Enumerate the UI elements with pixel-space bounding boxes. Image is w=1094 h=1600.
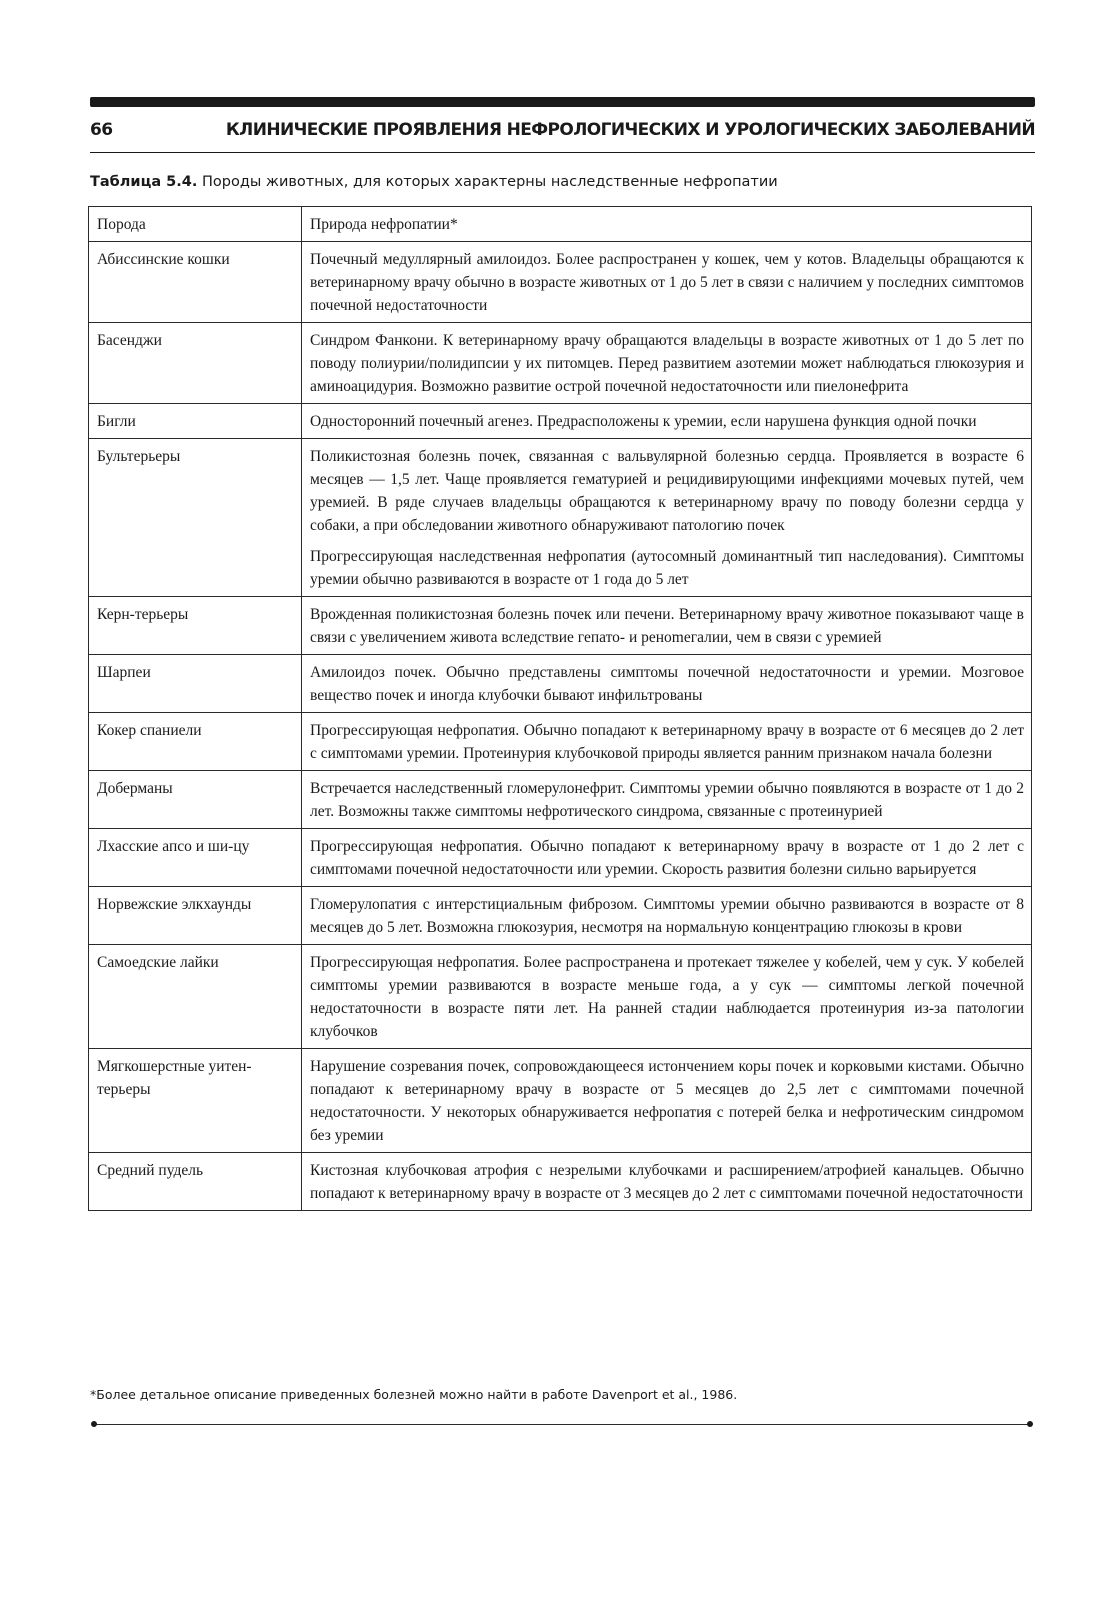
table-row xyxy=(89,771,1032,829)
breed-cell: Кокер спаниели xyxy=(89,713,302,771)
rule-end-dot-right xyxy=(1027,1421,1033,1427)
nephropathy-paragraph: Нарушение созревания почек, сопровождающееся истончением коры почек и корковыми кистами. Обычно попадают к ветеринарному врачу в возрасте от 5 месяцев до 2,5 лет с симптомами почечной недостаточности. У некоторых обнаруживается нефропатия с потерей белка и нефротическим синдромом без уремии xyxy=(310,1058,1024,1144)
nephropathy-paragraph: Прогрессирующая нефропатия. Более распространена и протекает тяжелее у кобелей, чем у сук. У кобелей симптомы уремии развиваются в возрасте меньше года, а у сук — симптомы легкой почечной недостаточности в возрасте пяти лет. На ранней стадии наблюдается протеинурия из-за патологии клубочков xyxy=(310,954,1024,1040)
nephropathy-paragraph: Амилоидоз почек. Обычно представлены симптомы почечной недостаточности и уремии. Мозговое вещество почек и иногда клубочки бывают инфильтрованы xyxy=(310,664,1024,704)
breed-cell: Басенджи xyxy=(89,323,302,404)
nephropathy-paragraph: Почечный медуллярный амилоидоз. Более распространен у кошек, чем у котов. Владельцы обращаются к ветеринарному врачу обычно в возрасте животных от 1 до 5 лет в связи с наличием у последних симптомов почечной недостаточности xyxy=(310,251,1024,314)
breed-cell: Лхасские апсо и ши-цу xyxy=(89,829,302,887)
nephropathy-cell xyxy=(302,597,1032,655)
chapter-title: КЛИНИЧЕСКИЕ ПРОЯВЛЕНИЯ НЕФРОЛОГИЧЕСКИХ И УРОЛОГИЧЕСКИХ ЗАБОЛЕВАНИЙ xyxy=(225,120,1035,140)
top-rule xyxy=(90,97,1035,107)
nephropathy-cell xyxy=(302,887,1032,945)
breed-cell: Самоедские лайки xyxy=(89,945,302,1049)
table-caption-label: Таблица 5.4. xyxy=(90,174,198,190)
breed-cell: Доберманы xyxy=(89,771,302,829)
column-header-breed: Порода xyxy=(89,207,302,242)
running-head xyxy=(90,120,1035,150)
table-row xyxy=(89,713,1032,771)
table-row xyxy=(89,655,1032,713)
breeds-table xyxy=(88,206,1032,1211)
nephropathy-paragraph: Встречается наследственный гломерулонефрит. Симптомы уремии обычно появляются в возрасте от 1 до 2 лет. Возможны также симптомы нефротического синдрома, связанные с протеинурией xyxy=(310,780,1024,820)
head-rule xyxy=(90,152,1035,153)
nephropathy-paragraph: Прогрессирующая наследственная нефропатия (аутосомный доминантный тип наследования). Симптомы уремии обычно развиваются в возрасте от 1 года до 5 лет xyxy=(310,548,1024,588)
nephropathy-cell xyxy=(302,829,1032,887)
nephropathy-cell xyxy=(302,242,1032,323)
table-caption-text: Породы животных, для которых характерны наследственные нефропатии xyxy=(197,174,778,190)
breed-cell: Мягкошерстные уитен-терьеры xyxy=(89,1049,302,1153)
nephropathy-cell xyxy=(302,323,1032,404)
breed-cell: Шарпеи xyxy=(89,655,302,713)
table-row xyxy=(89,1153,1032,1211)
nephropathy-cell xyxy=(302,404,1032,439)
table-row xyxy=(89,242,1032,323)
nephropathy-cell xyxy=(302,1049,1032,1153)
table-row xyxy=(89,597,1032,655)
breed-cell: Бультерьеры xyxy=(89,439,302,597)
breed-cell: Керн-терьеры xyxy=(89,597,302,655)
column-header-nephropathy: Природа нефропатии* xyxy=(302,207,1032,242)
nephropathy-paragraph: Синдром Фанкони. К ветеринарному врачу обращаются владельцы в возрасте животных от 1 до 5 лет по поводу полиурии/полидипсии у их питомцев. Перед развитием азотемии может наблюдаться глюкозурия и аминоацидурия. Возможно развитие острой почечной недостаточности или пиелонефрита xyxy=(310,332,1024,395)
nephropathy-cell xyxy=(302,945,1032,1049)
table-row xyxy=(89,887,1032,945)
bottom-rule xyxy=(94,1424,1030,1425)
nephropathy-paragraph: Врожденная поликистозная болезнь почек или печени. Ветеринарному врачу животное показывают чаще в связи с увеличением живота вследствие гепато- и ренomегалии, чем в связи с уремией xyxy=(310,606,1024,646)
breed-cell: Абиссинские кошки xyxy=(89,242,302,323)
table-row xyxy=(89,439,1032,597)
nephropathy-paragraph: Односторонний почечный агенез. Предрасположены к уремии, если нарушена функция одной почки xyxy=(310,413,977,430)
breed-cell: Средний пудель xyxy=(89,1153,302,1211)
table-header-row xyxy=(89,207,1032,242)
nephropathy-cell xyxy=(302,1153,1032,1211)
nephropathy-cell xyxy=(302,439,1032,597)
page-number: 66 xyxy=(90,120,113,140)
table-row xyxy=(89,404,1032,439)
table-caption xyxy=(90,174,1035,190)
nephropathy-paragraph: Поликистозная болезнь почек, связанная с вальвулярной болезнью сердца. Проявляется в возрасте 6 месяцев — 1,5 лет. Чаще проявляется гематурией и рецидивирующими инфекциями мочевых путей, чем уремией. В ряде случаев владельцы обращаются к ветеринарному врачу по поводу болезни сердца у собаки, а при обследовании животного обнаруживают патологию почек xyxy=(310,448,1024,534)
nephropathy-cell xyxy=(302,655,1032,713)
nephropathy-paragraph: Прогрессирующая нефропатия. Обычно попадают к ветеринарному врачу в возрасте от 6 месяцев до 2 лет с симптомами уремии. Протеинурия клубочковой природы является ранним признаком начала болезни xyxy=(310,722,1024,762)
table-row xyxy=(89,945,1032,1049)
nephropathy-cell xyxy=(302,713,1032,771)
table-row xyxy=(89,323,1032,404)
nephropathy-cell xyxy=(302,771,1032,829)
table-body xyxy=(89,242,1032,1211)
breed-cell: Бигли xyxy=(89,404,302,439)
footnote: *Более детальное описание приведенных болезней можно найти в работе Davenport et al., 1986. xyxy=(90,1387,738,1402)
table-row xyxy=(89,1049,1032,1153)
nephropathy-paragraph: Кистозная клубочковая атрофия с незрелыми клубочками и расширением/атрофией канальцев. Обычно попадают к ветеринарному врачу в возрасте от 3 месяцев до 2 лет с симптомами почечной недостаточности xyxy=(310,1162,1024,1202)
nephropathy-paragraph: Прогрессирующая нефропатия. Обычно попадают к ветеринарному врачу в возрасте от 1 до 2 лет с симптомами почечной недостаточности или уремии. Скорость развития болезни сильно варьируется xyxy=(310,838,1024,878)
table-row xyxy=(89,829,1032,887)
breed-cell: Норвежские элкхаунды xyxy=(89,887,302,945)
nephropathy-paragraph: Гломерулопатия с интерстициальным фиброзом. Симптомы уремии обычно развиваются в возрасте от 8 месяцев до 5 лет. Возможна глюкозурия, несмотря на нормальную концентрацию глюкозы в крови xyxy=(310,896,1024,936)
rule-end-dot-left xyxy=(91,1421,97,1427)
